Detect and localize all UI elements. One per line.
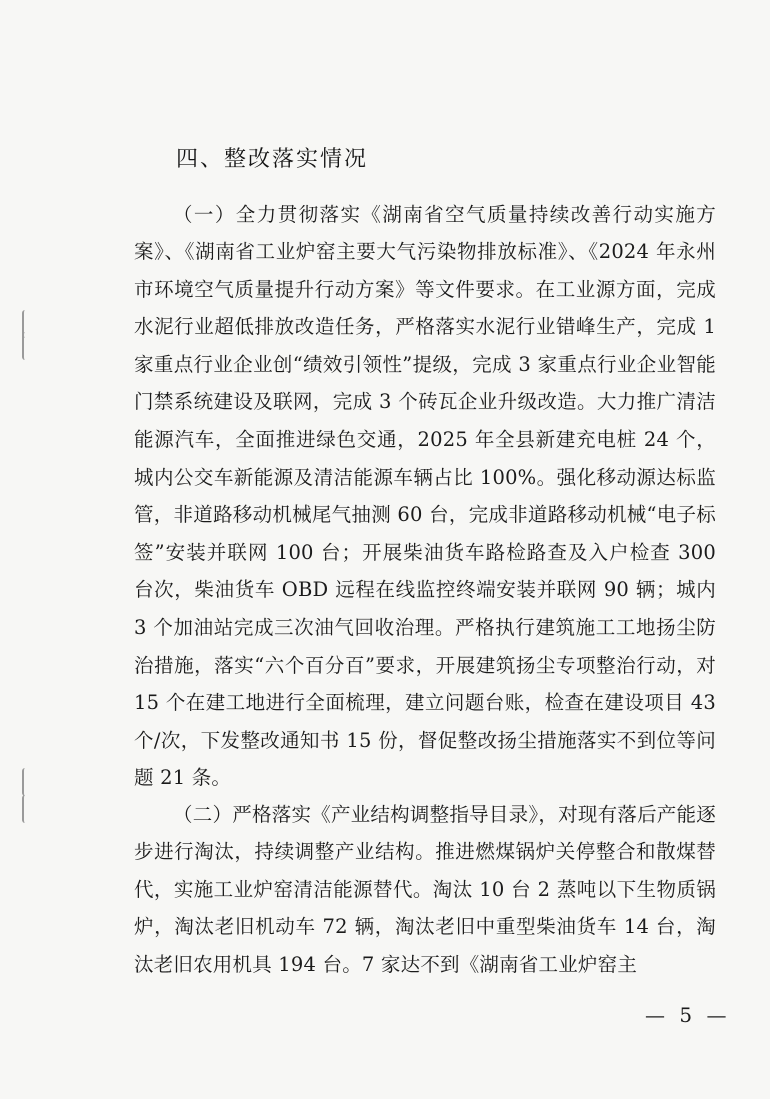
paragraph-2: （二）严格落实《产业结构调整指导目录》，对现有落后产能逐步进行淘汰，持续调整产业结构。推进燃煤锅炉关停整合和散煤替代，实施工业炉窑清洁能源替代。淘汰 10 台 2 蒸吨以下生物质锅炉，淘汰老旧机动车 72 辆，淘汰老旧中重型柴油货车 14 台，淘汰老旧农用机具 194 台。7 家达不到《湖南省工业炉窑主 [134,802,716,976]
binding-hole-mark [22,332,28,360]
binding-hole-mark [22,795,28,823]
paragraph-1: （一）全力贯彻落实《湖南省空气质量持续改善行动实施方案》、《湖南省工业炉窑主要大气污染物排放标准》、《2024 年永州市环境空气质量提升行动方案》等文件要求。在工业源方面，完成水泥行业超低排放改造任务，严格落实水泥行业错峰生产，完成 1 家重点行业企业创“绩效引领性”提级，完成 3 家重点行业企业智能门禁系统建设及联网，完成 3 个砖瓦企业升级改造。大力推广清洁能源汽车，全面推进绿色交通，2025 年全县新建充电桩 24 个，城内公交车新能源及清洁能源车辆占比 100%。强化移动源达标监管，非道路移动机械尾气抽测 60 台，完成非道路移动机械“电子标签”安装并联网 100 台；开展柴油货车路检路查及入户检查 300 台次，柴油货车 OBD 远程在线监控终端安装并联网 90 辆；城内 3 个加油站完成三次油气回收治理。严格执行建筑施工工地扬尘防治措施，落实“六个百分百”要求，开展建筑扬尘专项整治行动，对 15 个在建工地进行全面梳理，建立问题台账，检查在建设项目 43 个/次，下发整改通知书 15 份，督促整改扬尘措施落实不到位等问题 21 条。 [134,202,716,790]
page-number: — 5 — [645,1003,731,1027]
binding-hole-mark [22,768,28,796]
section-heading: 四、整改落实情况 [176,147,369,172]
